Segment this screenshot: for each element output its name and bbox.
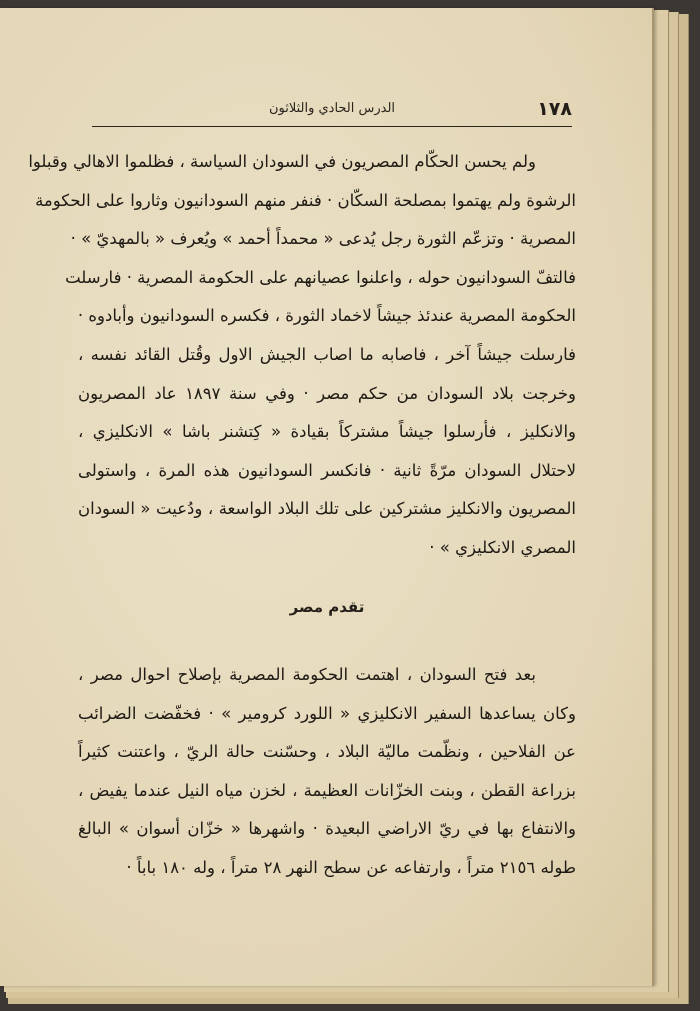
text-line: لاحتلال السودان مرّةً ثانية · فانكسر السودانيون هذه المرة ، واستولى bbox=[78, 460, 576, 480]
text-line: الرشوة ولم يهتموا بمصلحة السكّان · فنفر منهم السودانيون وثاروا على الحكومة bbox=[35, 190, 576, 210]
text-line: طوله ٢١٥٦ متراً ، وارتفاعه عن سطح النهر ٢٨ متراً ، وله ١٨٠ باباً · bbox=[126, 857, 576, 877]
paragraph-egypt-progress bbox=[78, 656, 576, 888]
page-header bbox=[92, 98, 572, 127]
text-line: وخرجت بلاد السودان من حكم مصر · وفي سنة ١٨٩٧ عاد المصريون bbox=[78, 383, 576, 403]
text-line: والانتفاع بها في ريّ الاراضي البعيدة · واشهرها « خزّان أسوان » البالغ bbox=[78, 819, 576, 839]
book-page bbox=[0, 8, 654, 986]
text-line: فالتفّ السودانيون حوله ، واعلنوا عصيانهم على الحكومة المصرية · فارسلت bbox=[65, 267, 576, 287]
text-line: المصري الانكليزي » · bbox=[429, 537, 576, 557]
text-line: ولم يحسن الحكّام المصريون في السودان السياسة ، فظلموا الاهالي وقبلوا bbox=[28, 152, 536, 171]
text-line: الحكومة المصرية عندئذ جيشاً لاخماد الثورة ، فكسره السودانيون وأبادوه · bbox=[77, 306, 576, 326]
paragraph-sudan bbox=[28, 143, 576, 568]
text-line: المصرية · وتزعّم الثورة رجل يُدعى « محمداً أحمد » ويُعرف « بالمهديّ » · bbox=[70, 229, 576, 249]
text-line: وكان يساعدها السفير الانكليزي « اللورد كرومير » · فخفّضت الضرائب bbox=[78, 703, 576, 723]
text-line: المصريون والانكليز مشتركين على تلك البلاد الواسعة ، ودُعيت « السودان bbox=[78, 499, 576, 519]
text-line: عن الفلاحين ، ونظّمت ماليّة البلاد ، وحسّنت حالة الريّ ، واعتنت كثيراً bbox=[78, 742, 576, 762]
section-title: تقدم مصر bbox=[289, 598, 365, 616]
page-number: ١٧٨ bbox=[537, 98, 572, 120]
text-line: بزراعة القطن ، وبنت الخزّانات العظيمة ، لخزن مياه النيل عندما يفيض ، bbox=[78, 780, 576, 800]
text-line: فارسلت جيشاً آخر ، فاصابه ما اصاب الجيش الاول وقُتل القائد نفسه ، bbox=[78, 344, 576, 364]
running-title: الدرس الحادي والثلاثون bbox=[268, 101, 396, 116]
text-line: بعد فتح السودان ، اهتمت الحكومة المصرية بإصلاح احوال مصر ، bbox=[78, 665, 536, 684]
text-line: والانكليز ، فأرسلوا جيشاً مشتركاً بقيادة « كِتشنر باشا » الانكليزي ، bbox=[78, 422, 576, 442]
